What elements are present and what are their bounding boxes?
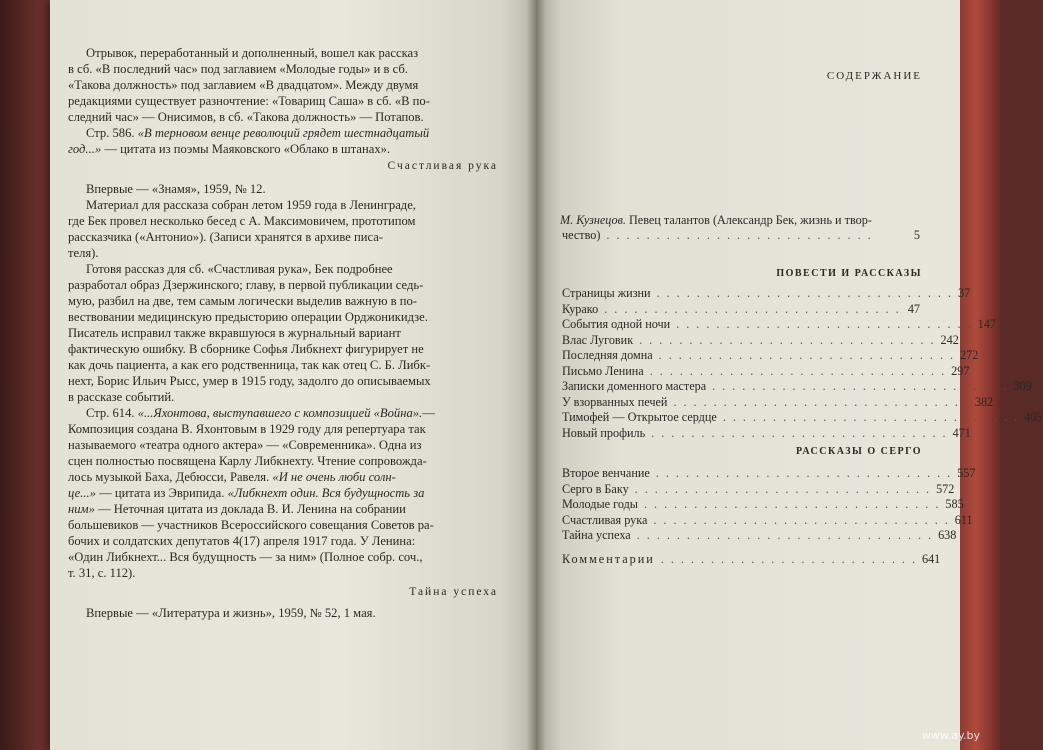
- text-line: Впервые — «Знамя», 1959, № 12.: [86, 182, 266, 196]
- toc-entry: Счастливая рука .............................. 611: [562, 512, 973, 527]
- toc-entry-page: 37: [957, 286, 971, 300]
- toc-entry: У взорванных печей .............................. 382: [562, 394, 994, 409]
- text-line: т. 31, с. 112).: [68, 566, 136, 580]
- toc-entry: Новый профиль .............................. 471: [562, 425, 971, 440]
- text-line: в сб. «В последний час» под заглавием «Молодые годы» и в сб.: [68, 62, 408, 76]
- text-line: как дочь пациента, а как его родственница, так как отец С. Б. Либк-: [68, 358, 431, 372]
- text-line: сцен полностью посвящена Карлу Либкнехту. Чтение сопровожда-: [68, 454, 427, 468]
- text-line: Материал для рассказа собран летом 1959 года в Ленинграде,: [86, 198, 416, 212]
- text-line: Впервые — «Литература и жизнь», 1959, № 52, 1 мая.: [86, 606, 376, 620]
- toc-entry: Второе венчание .............................. 557: [562, 466, 976, 480]
- toc-entry: Тайна успеха .............................. 638: [562, 528, 957, 542]
- text-line: Композиция создана В. Яхонтовым в 1929 году для репертуара так: [68, 422, 426, 436]
- toc-entry: Серго в Баку .............................. 572: [562, 481, 955, 496]
- text-line: фактическую ошибку. В сборнике Софья Либкнехт фигурирует не: [68, 342, 424, 356]
- toc-entry-page: 585: [945, 497, 964, 511]
- text-line: це...» — цитата из Эврипида. «Либкнехт один. Вся будущность за: [68, 486, 425, 500]
- text-line: Готовя рассказ для сб. «Счастливая рука», Бек подробнее: [86, 262, 393, 276]
- text-line: нехт, Борис Ильич Рысс, умер в 1915 году, задолго до описываемых: [68, 374, 431, 388]
- toc-entry-title: Новый профиль: [562, 425, 646, 440]
- toc-entry-title: Тайна успеха: [562, 528, 631, 542]
- text-line: рассказчика («Антонио»). (Записи хранятся в архиве писа-: [68, 230, 383, 244]
- toc-entry: События одной ночи .............................. 147: [562, 317, 996, 331]
- toc-entry: Записки доменного мастера .............................. 309: [562, 379, 1032, 393]
- toc-entry-title: Тимофей — Открытое сердце: [562, 410, 717, 424]
- toc-entry: Молодые годы .............................. 585: [562, 497, 964, 511]
- watermark: www.ay.by: [921, 729, 980, 742]
- text-line: следний час» — Онисимов, в сб. «Такова должность» — Потапов.: [68, 110, 424, 124]
- toc-entry-title: Письмо Ленина: [562, 363, 644, 378]
- text-line: «Такова должность» под заглавием «В двадцатом». Между двумя: [68, 78, 419, 92]
- text-line: разработал образ Дзержинского; главу, в первой публикации седь-: [68, 278, 424, 292]
- toc-entry: Последняя домна .............................. 272: [562, 348, 979, 362]
- text-line: Отрывок, переработанный и дополненный, вошел как рассказ: [86, 46, 419, 60]
- toc-entry-title: Курако: [562, 301, 599, 316]
- text-line: редакциями существует разночтение: «Товарищ Саша» в сб. «В по-: [68, 94, 430, 108]
- toc-entry-page: 572: [936, 481, 955, 496]
- toc-entry: Страницы жизни .............................. 37: [562, 286, 971, 300]
- note-line: Стр. 614. «...Яхонтова, выступавшего с композицией «Война».—: [86, 406, 435, 420]
- toc-entry-page: 242: [940, 332, 959, 347]
- text-line: большевиков — участников Всероссийского совещания Советов ра-: [68, 518, 434, 532]
- text-line: вествовании медицинскую предысторию операции Орджоникидзе.: [68, 310, 428, 324]
- toc-entry-title: Счастливая рука: [562, 512, 648, 527]
- toc-entry-title: Записки доменного мастера: [562, 379, 707, 393]
- toc-entry-page: 611: [954, 512, 973, 527]
- toc-intro: М. Кузнецов. Певец талантов (Александр Бек, жизнь и твор-: [560, 213, 872, 227]
- toc-intro-row: чество) ........................... 5: [562, 228, 920, 242]
- toc-section-heading: РАССКАЗЫ О СЕРГО: [796, 446, 922, 457]
- text-line: в рассказе событий.: [68, 390, 175, 404]
- text-line: теля).: [68, 246, 99, 260]
- toc-entry-title: События одной ночи: [562, 317, 671, 331]
- note-line: год...» — цитата из поэмы Маяковского «Облако в штанах».: [68, 142, 391, 156]
- toc-entry-page: 638: [938, 528, 957, 542]
- text-line: называемого «театра одного актера» — «Современника». Одна из: [68, 438, 422, 452]
- toc-comments-row: Комментарии .......................... 641: [562, 552, 941, 566]
- toc-entry-title: Серго в Баку: [562, 481, 629, 496]
- toc-entry-page: 471: [952, 425, 971, 440]
- section-heading: Тайна успеха: [409, 586, 498, 598]
- toc-entry-title: У взорванных печей: [562, 394, 668, 409]
- text-line: мую, разбил на две, тем самым логически выделив важную в по-: [68, 294, 417, 308]
- text-line: ним» — Неточная цитата из доклада В. И. Ленина на собрании: [68, 502, 406, 516]
- toc-entry-title: Страницы жизни: [562, 286, 651, 300]
- toc-entry: Влас Луговик .............................. 242: [562, 332, 959, 347]
- text-line: бочих и солдатских депутатов 4(17) апреля 1917 года. У Ленина:: [68, 534, 416, 548]
- toc-entry-page: 47: [907, 301, 920, 316]
- section-heading: Счастливая рука: [387, 160, 498, 172]
- toc-entry-page: 272: [960, 348, 979, 362]
- book-gutter: [526, 0, 546, 750]
- toc-entry-page: 382: [974, 394, 994, 409]
- toc-entry-page: 405: [1024, 410, 1043, 424]
- note-line: Стр. 586. «В терновом венце революций грядет шестнадцатый: [86, 126, 430, 140]
- toc-title: СОДЕРЖАНИЕ: [826, 70, 922, 82]
- toc-entry-title: Второе венчание: [562, 466, 650, 480]
- text-line: «Один Либкнехт... Вся будущность — за ним» (Полное собр. соч.,: [68, 550, 423, 564]
- toc-entry-title: Последняя домна: [562, 348, 653, 362]
- toc-entry-page: 309: [1013, 379, 1032, 393]
- toc-entry-title: Влас Луговик: [562, 332, 634, 347]
- toc-entry-page: 147: [977, 317, 996, 331]
- text-line: Писатель исправил также вкравшуюся в журнальный вариант: [68, 326, 401, 340]
- text-line: лось музыкой Баха, Дебюсси, Равеля. «И не очень люби солн-: [68, 470, 396, 484]
- toc-entry-title: Молодые годы: [562, 497, 638, 511]
- toc-entry-page: 557: [957, 466, 976, 480]
- toc-entry: Тимофей — Открытое сердце .............................. 405: [562, 410, 1043, 424]
- toc-section-heading: ПОВЕСТИ И РАССКАЗЫ: [776, 268, 922, 279]
- toc-entry: Письмо Ленина .............................. 297: [562, 363, 970, 378]
- text-line: где Бек провел несколько бесед с А. Максимовичем, прототипом: [68, 214, 416, 228]
- toc-entry: Курако .............................. 47: [562, 301, 920, 316]
- toc-entry-page: 297: [951, 363, 970, 378]
